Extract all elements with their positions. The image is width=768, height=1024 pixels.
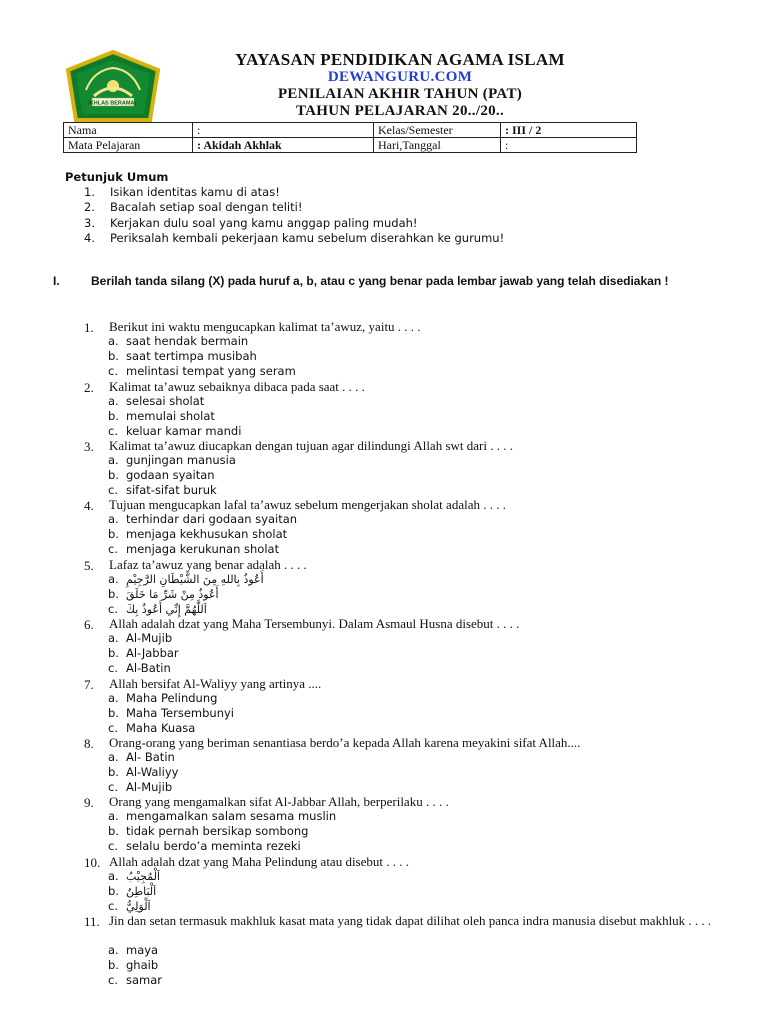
option-text: sifat-sifat buruk (126, 482, 217, 497)
option-letter: a. (108, 943, 119, 957)
question-text: Orang-orang yang beriman senantiasa berdo’a kepada Allah karena meyakini sifat Allah.... (109, 735, 581, 750)
question-text: Jin dan setan termasuk makhluk kasat mata yang tidak dapat dilihat oleh panca indra manusia disebut makhluk . . . . (109, 913, 712, 928)
answer-option[interactable] (108, 572, 264, 586)
option-letter: c. (108, 482, 118, 497)
answer-option[interactable] (108, 542, 279, 556)
petunjuk-text: Isikan identitas kamu di atas! (110, 185, 280, 199)
section-number: I. (53, 274, 60, 288)
option-text: saat tertimpa musibah (126, 348, 257, 363)
option-letter: a. (108, 750, 119, 764)
answer-option[interactable] (108, 646, 179, 660)
option-text: Al-Jabbar (126, 645, 179, 660)
answer-option[interactable] (108, 334, 248, 348)
section-text: Berilah tanda silang (X) pada huruf a, b, atau c yang benar pada lembar jawab yang telah disediakan ! (91, 274, 669, 288)
answer-option[interactable] (108, 409, 215, 423)
option-letter: a. (108, 512, 119, 526)
petunjuk-title: Petunjuk Umum (65, 170, 169, 184)
option-text: melintasi tempat yang seram (126, 363, 296, 378)
school-year: TAHUN PELAJARAN 20../20.. (295, 103, 505, 119)
answer-option[interactable] (108, 468, 215, 482)
answer-option[interactable] (108, 483, 217, 497)
option-letter: a. (108, 631, 119, 645)
answer-option[interactable] (108, 721, 195, 735)
option-text: اَلْمُجِيْبُ (126, 870, 160, 883)
option-text: Al-Mujib (126, 779, 173, 794)
option-letter: a. (108, 869, 119, 883)
question-text: Allah adalah dzat yang Maha Tersembunyi. Dalam Asmaul Husna disebut . . . . (109, 616, 520, 631)
petunjuk-number: 2. (84, 200, 95, 215)
option-letter: b. (108, 467, 119, 482)
answer-option[interactable] (108, 512, 297, 526)
nama-label: Nama (64, 123, 193, 138)
option-letter: b. (108, 957, 119, 972)
option-letter: a. (108, 809, 119, 823)
answer-option[interactable] (108, 691, 217, 705)
option-text: أَعُوذُ مِنْ شَرِّ مَا خَلَقَ (126, 587, 219, 601)
option-text: memulai sholat (126, 408, 215, 423)
option-text: maya (126, 943, 159, 957)
option-letter: b. (108, 764, 119, 779)
option-text: اَلْبَاطِنُ (126, 884, 157, 898)
option-text: menjaga kerukunan sholat (126, 541, 280, 556)
option-text: أَعُوذُ بِاللهِ مِنَ الشَّيْطَانِ الرَّجِيْمِ (126, 573, 264, 586)
identity-table (63, 122, 637, 153)
answer-option[interactable] (108, 824, 308, 838)
option-text: samar (126, 972, 163, 987)
petunjuk-text: Periksalah kembali pekerjaan kamu sebelum diserahkan ke gurumu! (110, 230, 505, 245)
option-letter: c. (108, 660, 118, 675)
option-letter: c. (108, 898, 118, 913)
hari-label: Hari,Tanggal (374, 138, 501, 153)
option-letter: a. (108, 394, 119, 408)
kemenag-logo-icon (64, 50, 162, 124)
answer-option[interactable] (108, 869, 160, 883)
option-text: saat hendak bermain (126, 334, 249, 348)
option-letter: a. (108, 453, 119, 467)
option-text: اَللَّهُمَّ إِنِّي أَعُوذُ بِكَ (126, 602, 207, 616)
answer-option[interactable] (108, 809, 336, 823)
option-text: gunjingan manusia (126, 453, 236, 467)
option-letter: c. (108, 363, 118, 378)
answer-option[interactable] (108, 394, 204, 408)
school-name: YAYASAN PENDIDIKAN AGAMA ISLAM (235, 50, 565, 69)
answer-option[interactable] (108, 349, 257, 363)
option-letter: b. (108, 526, 119, 541)
option-letter: a. (108, 691, 119, 705)
option-letter: a. (108, 334, 119, 348)
answer-option[interactable] (108, 661, 171, 675)
answer-option[interactable] (108, 899, 151, 913)
question-text: Berikut ini waktu mengucapkan kalimat ta’awuz, yaitu . . . . (109, 319, 421, 334)
petunjuk-number: 1. (84, 185, 95, 199)
answer-option[interactable] (108, 631, 172, 645)
answer-option[interactable] (108, 943, 158, 957)
petunjuk-number: 3. (84, 215, 95, 230)
option-letter: c. (108, 779, 118, 794)
option-text: Maha Pelindung (126, 691, 218, 705)
option-text: اَلْوَلِيُّ (126, 899, 151, 913)
answer-option[interactable] (108, 973, 162, 987)
option-letter: c. (108, 972, 118, 987)
question-number: 4. (84, 498, 94, 513)
option-text: mengamalkan salam sesama muslin (126, 809, 337, 823)
answer-option[interactable] (108, 453, 236, 467)
option-text: menjaga kekhusukan sholat (126, 526, 288, 541)
question-text: Orang yang mengamalkan sifat Al-Jabbar Allah, berperilaku . . . . (109, 794, 449, 809)
question-number: 2. (84, 380, 94, 395)
option-letter: b. (108, 348, 119, 363)
option-text: ghaib (126, 957, 159, 972)
table-row (64, 138, 637, 153)
question-number: 9. (84, 795, 94, 810)
answer-option[interactable] (108, 706, 234, 720)
petunjuk-text: Bacalah setiap soal dengan teliti! (110, 200, 303, 215)
mapel-label: Mata Pelajaran (64, 138, 193, 153)
question-number: 8. (84, 736, 94, 751)
option-letter: b. (108, 823, 119, 838)
option-letter: b. (108, 408, 119, 423)
option-letter: c. (108, 541, 118, 556)
mapel-value: : Akidah Akhlak (193, 138, 374, 153)
question-number: 11. (84, 914, 100, 929)
question-text: Lafaz ta’awuz yang benar adalah . . . . (109, 557, 307, 572)
option-text: Al-Mujib (126, 631, 173, 645)
answer-option[interactable] (108, 364, 296, 378)
option-text: godaan syaitan (126, 467, 215, 482)
petunjuk-number: 4. (84, 230, 95, 245)
question-text: Kalimat ta’awuz sebaiknya dibaca pada saat . . . . (109, 379, 365, 394)
answer-option[interactable] (108, 958, 158, 972)
kelas-value: : III / 2 (501, 123, 637, 138)
answer-option[interactable] (108, 424, 241, 438)
option-letter: b. (108, 586, 119, 601)
answer-option[interactable] (108, 527, 287, 541)
option-letter: c. (108, 423, 118, 438)
option-letter: c. (108, 838, 118, 853)
table-row (64, 123, 637, 138)
petunjuk-text: Kerjakan dulu soal yang kamu anggap paling mudah! (110, 215, 418, 230)
option-text: Al-Waliyy (126, 764, 179, 779)
option-letter: c. (108, 720, 118, 735)
option-text: Al-Batin (126, 660, 171, 675)
question-text: Allah adalah dzat yang Maha Pelindung atau disebut . . . . (109, 854, 410, 869)
option-text: terhindar dari godaan syaitan (126, 512, 298, 526)
option-text: Maha Tersembunyi (126, 705, 234, 720)
option-text: selalu berdo’a meminta rezeki (126, 838, 301, 853)
logo-banner-text: IKHLAS BERAMAL (88, 100, 138, 107)
hari-value[interactable]: : (501, 138, 637, 153)
option-text: selesai sholat (126, 394, 205, 408)
option-text: Al- Batin (126, 750, 175, 764)
answer-option[interactable] (108, 750, 175, 764)
option-letter: c. (108, 601, 118, 616)
question-text: Tujuan mengucapkan lafal ta’awuz sebelum mengerjakan sholat adalah . . . . (109, 497, 506, 512)
answer-option[interactable] (108, 765, 178, 779)
option-text: Maha Kuasa (126, 720, 196, 735)
question-number: 6. (84, 617, 94, 632)
question-number: 3. (84, 439, 94, 454)
question-number: 7. (84, 677, 94, 692)
option-letter: b. (108, 883, 119, 898)
exam-title: PENILAIAN AKHIR TAHUN (PAT) (277, 86, 523, 102)
answer-option[interactable] (108, 839, 301, 853)
option-letter: b. (108, 645, 119, 660)
question-text: Allah bersifat Al-Waliyy yang artinya .... (109, 676, 322, 691)
answer-option[interactable] (108, 780, 172, 794)
question-number: 10. (84, 855, 101, 870)
answer-option[interactable] (108, 587, 219, 601)
kelas-label: Kelas/Semester (374, 123, 501, 138)
option-text: keluar kamar mandi (126, 423, 242, 438)
question-number: 1. (84, 320, 94, 335)
question-number: 5. (84, 558, 94, 573)
answer-option[interactable] (108, 884, 156, 898)
site-name: DEWANGURU.COM (327, 69, 473, 85)
answer-option[interactable] (108, 602, 207, 616)
question-text: Kalimat ta’awuz diucapkan dengan tujuan agar dilindungi Allah swt dari . . . . (109, 438, 513, 453)
option-text: tidak pernah bersikap sombong (126, 823, 309, 838)
nama-value[interactable]: : (193, 123, 374, 138)
option-letter: b. (108, 705, 119, 720)
option-letter: a. (108, 572, 119, 586)
